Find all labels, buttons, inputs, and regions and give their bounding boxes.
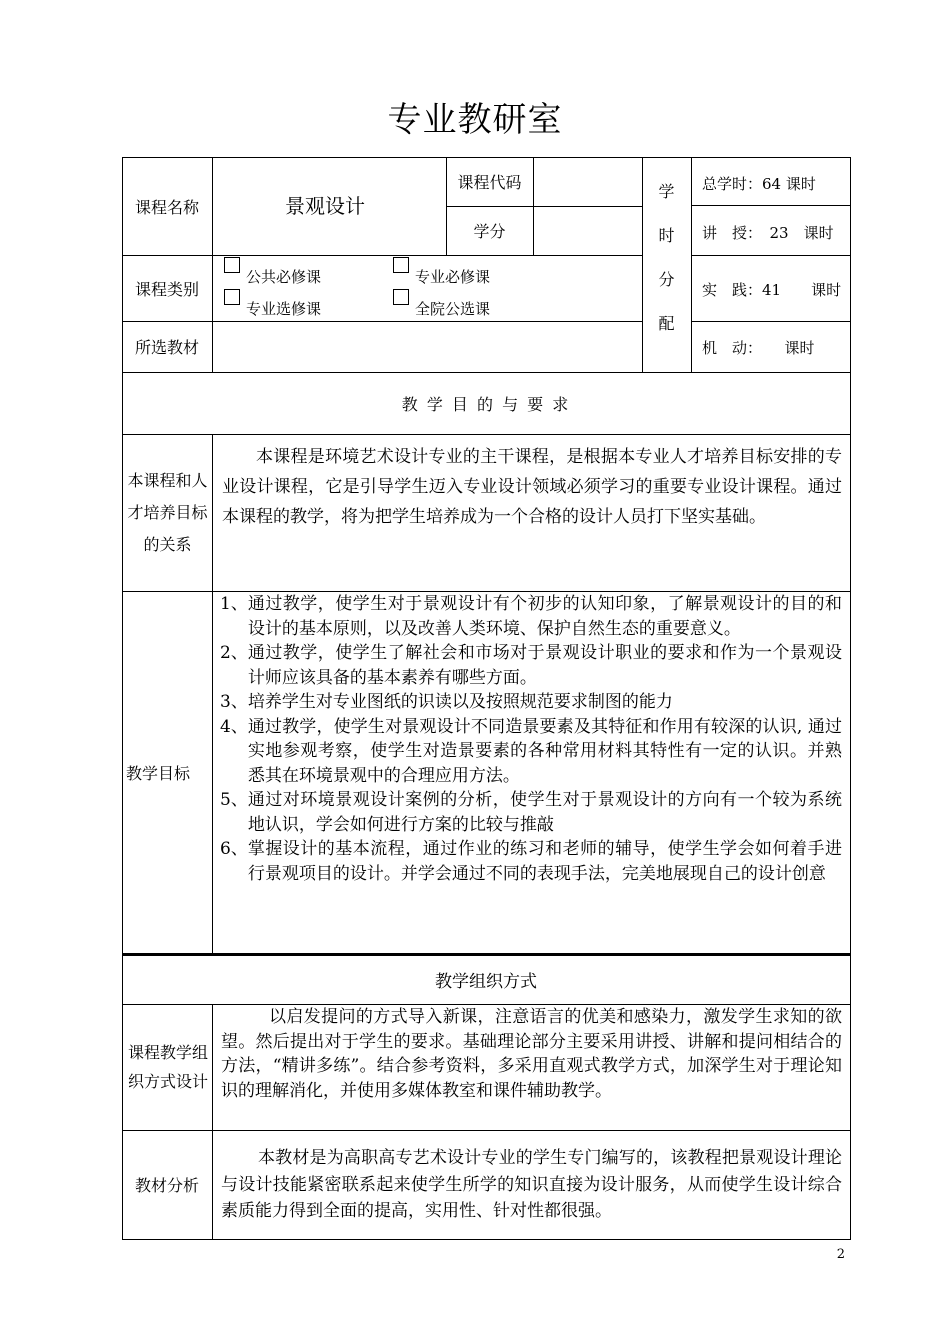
- course-name-value: 景观设计: [285, 194, 365, 218]
- category-option-4[interactable]: 全院公选课: [393, 289, 490, 310]
- checkbox-icon[interactable]: [393, 289, 409, 305]
- hours-distribution-label: 学 时 分 配: [658, 182, 675, 333]
- course-code-label: 课程代码: [457, 173, 522, 192]
- lecture-hours: 讲 授： 23 课时: [702, 224, 834, 242]
- section-heading-purpose: 教 学 目 的 与 要 求: [401, 394, 571, 414]
- course-name-label: 课程名称: [134, 197, 199, 217]
- list-item: 5、 通过对环境景观设计案例的分析，使学生对于景观设计的方向有一个较为系统地认识，学会如何进行方案的比较与推敲: [220, 790, 842, 835]
- textbook-label: 所选教材: [134, 338, 199, 357]
- organization-label: 课程教学组织方式设计: [128, 1043, 209, 1091]
- relation-label: 本课程和人才培养目标的关系: [127, 470, 208, 554]
- list-item: 3、 培养学生对专业图纸的识读以及按照规范要求制图的能力: [220, 692, 673, 712]
- list-item: 1、 通过教学，使学生对于景观设计有个初步的认知印象，了解景观设计的目的和设计的基本原则，以及改善人类环境、保护自然生态的重要意义。: [220, 594, 842, 639]
- category-option-1[interactable]: 公共必修课: [224, 257, 321, 278]
- checkbox-icon[interactable]: [393, 257, 409, 273]
- page-number: 2: [836, 1247, 845, 1262]
- relation-text: 本课程是环境艺术设计专业的主干课程，是根据本专业人才培养目标安排的专业设计课程，它是引导学生迈入专业设计领域必须学习的重要专业设计课程。通过本课程的教学，将为把学生培养成为一个合格的设计人员打下坚实基础。: [222, 447, 842, 527]
- page-title: 专业教研室: [387, 100, 563, 140]
- credit-label: 学分: [473, 222, 506, 241]
- textbook-analysis-label: 教材分析: [134, 1176, 199, 1195]
- course-category-label: 课程类别: [134, 279, 199, 299]
- category-option-2[interactable]: 专业必修课: [393, 257, 490, 278]
- textbook-analysis-text: 本教材是为高职高专艺术设计专业的学生专门编写的，该教程把景观设计理论与设计技能紧密联系起来使学生所学的知识直接为设计服务，从而使学生设计综合素质能力得到全面的提高，实用性、针对性都很强。: [221, 1148, 842, 1221]
- checkbox-icon[interactable]: [224, 257, 240, 273]
- goals-list: [220, 592, 842, 886]
- list-item: 6、 掌握设计的基本流程，通过作业的练习和老师的辅导，使学生学会如何着手进行景观项目的设计。并学会通过不同的表现手法，完美地展现自己的设计创意: [220, 839, 842, 884]
- list-item: 4、 通过教学，使学生对景观设计不同造景要素及其特征和作用有较深的认识, 通过实地参观考察，使学生对造景要素的各种常用材料其特性有一定的认识。并熟悉其在环境景观中的合理应用方法。: [220, 716, 842, 786]
- organization-text: 以启发提问的方式导入新课，注意语言的优美和感染力，激发学生求知的欲望。然后提出对于学生的要求。基础理论部分主要采用讲授、讲解和提问相结合的方法，“精讲多练”。结合参考资料，多采用直观式教学方式，加深学生对于理论知识的理解消化，并使用多媒体教室和课件辅助教学。: [221, 1007, 842, 1101]
- checkbox-icon[interactable]: [224, 289, 240, 305]
- flexible-hours: 机 动： 课时: [702, 339, 815, 357]
- practice-hours: 实 践：41 课时: [702, 281, 842, 299]
- list-item: 2、 通过教学，使学生了解社会和市场对于景观设计职业的要求和作为一个景观设计师应该具备的基本素养有哪些方面。: [220, 643, 842, 688]
- section-heading-organization: 教学组织方式: [435, 971, 537, 992]
- category-option-3[interactable]: 专业选修课: [224, 289, 321, 310]
- goals-label: 教学目标: [125, 763, 190, 783]
- total-hours: 总学时：64 课时: [702, 175, 816, 193]
